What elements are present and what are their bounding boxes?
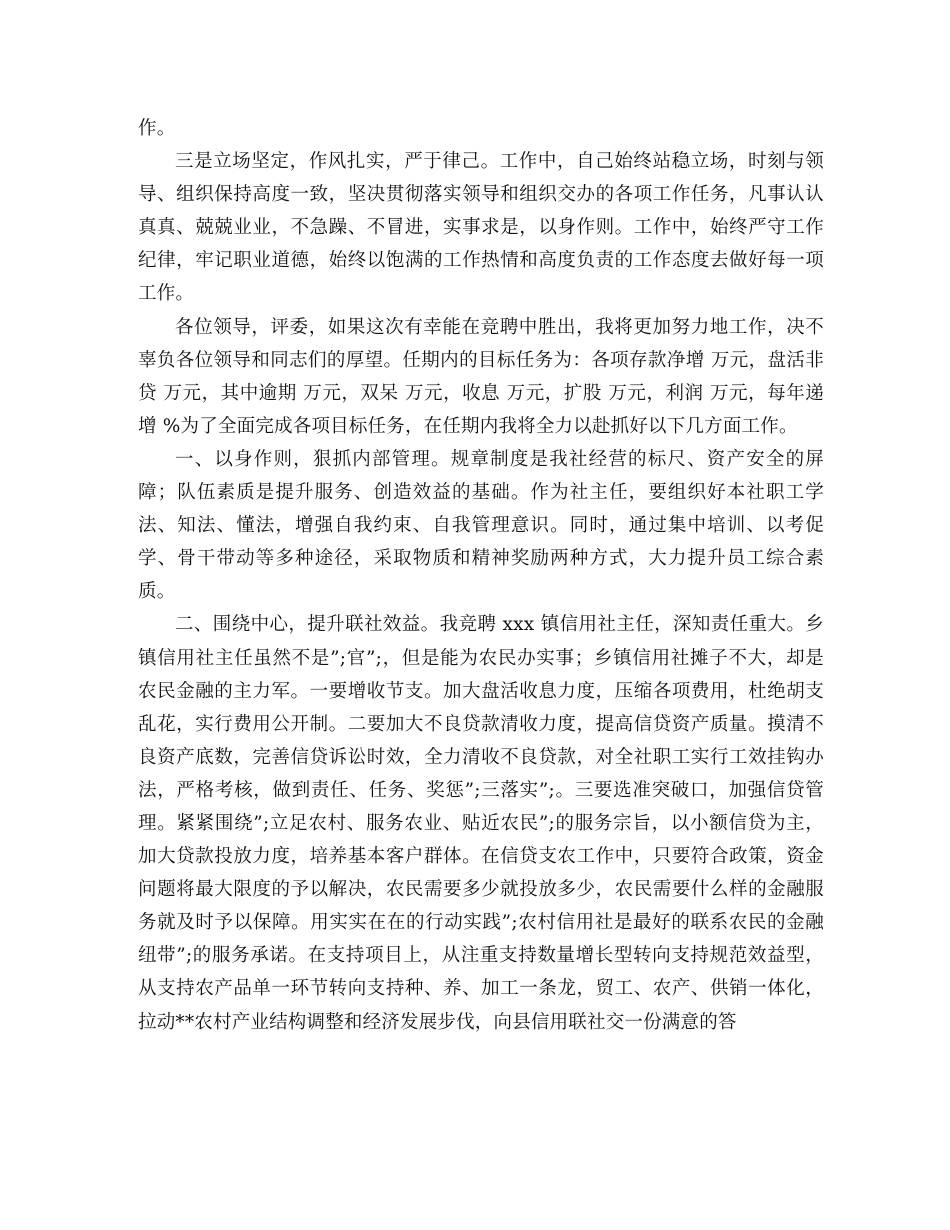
paragraph-internal-management: 一、以身作则，狠抓内部管理。规章制度是我社经营的标尺、资产安全的屏障；队伍素质是提升服务、创造效益的基础。作为社主任，要组织好本社职工学法、知法、懂法，增强自我约束、自我管理意识。同时，通过集中培训、以考促学、骨干带动等多种途径，采取物质和精神奖励两种方式，大力提升员工综合素质。 — [138, 448, 824, 603]
document-body — [138, 112, 824, 1039]
paragraph-stance: 三是立场坚定，作风扎实，严于律己。工作中，自己始终站稳立场，时刻与领导、组织保持高度一致，坚决贯彻落实领导和组织交办的各项工作任务，凡事认认真真、兢兢业业，不急躁、不冒进，实事求是，以身作则。工作中，始终严守工作纪律，牢记职业道德，始终以饱满的工作热情和高度负责的工作态度去做好每一项工作。 — [138, 151, 824, 305]
paragraph-targets: 各位领导，评委，如果这次有幸能在竞聘中胜出，我将更加努力地工作，决不辜负各位领导和同志们的厚望。任期内的目标任务为：各项存款净增 万元，盘活非贷 万元，其中逾期 万元，双呆 万元，收息 万元，扩股 万元，利润 万元，每年递增 %为了全面完成各项目标任务，在任期内我将全力以赴抓好以下几方面工作。 — [138, 316, 824, 437]
paragraph-continuation: 作。 — [138, 118, 176, 139]
paragraph-efficiency: 二、围绕中心，提升联社效益。我竞聘 xxx 镇信用社主任，深知责任重大。乡镇信用社主任虽然不是”;官”;，但是能为农民办实事；乡镇信用社摊子不大，却是农民金融的主力军。一要增收节支。加大盘活收息力度，压缩各项费用，杜绝胡支乱花，实行费用公开制。二要加大不良贷款清收力度，提高信贷资产质量。摸清不良资产底数，完善信贷诉讼时效，全力清收不良贷款，对全社职工实行工效挂钩办法，严格考核，做到责任、任务、奖惩”;三落实”;。三要选准突破口，加强信贷管理。紧紧围绕”;立足农村、服务农业、贴近农民”;的服务宗旨，以小额信贷为主，加大贷款投放力度，培养基本客户群体。在信贷支农工作中，只要符合政策，资金问题将最大限度的予以解决，农民需要多少就投放多少，农民需要什么样的金融服务就及时予以保障。用实实在在的行动实践”;农村信用社是最好的联系农民的金融纽带”;的服务承诺。在支持项目上，从注重支持数量增长型转向支持规范效益型，从支持农产品单一环节转向支持种、养、加工一条龙，贸工、农产、供销一体化，拉动**农村产业结构调整和经济发展步伐，向县信用联社交一份满意的答 — [138, 614, 824, 1033]
